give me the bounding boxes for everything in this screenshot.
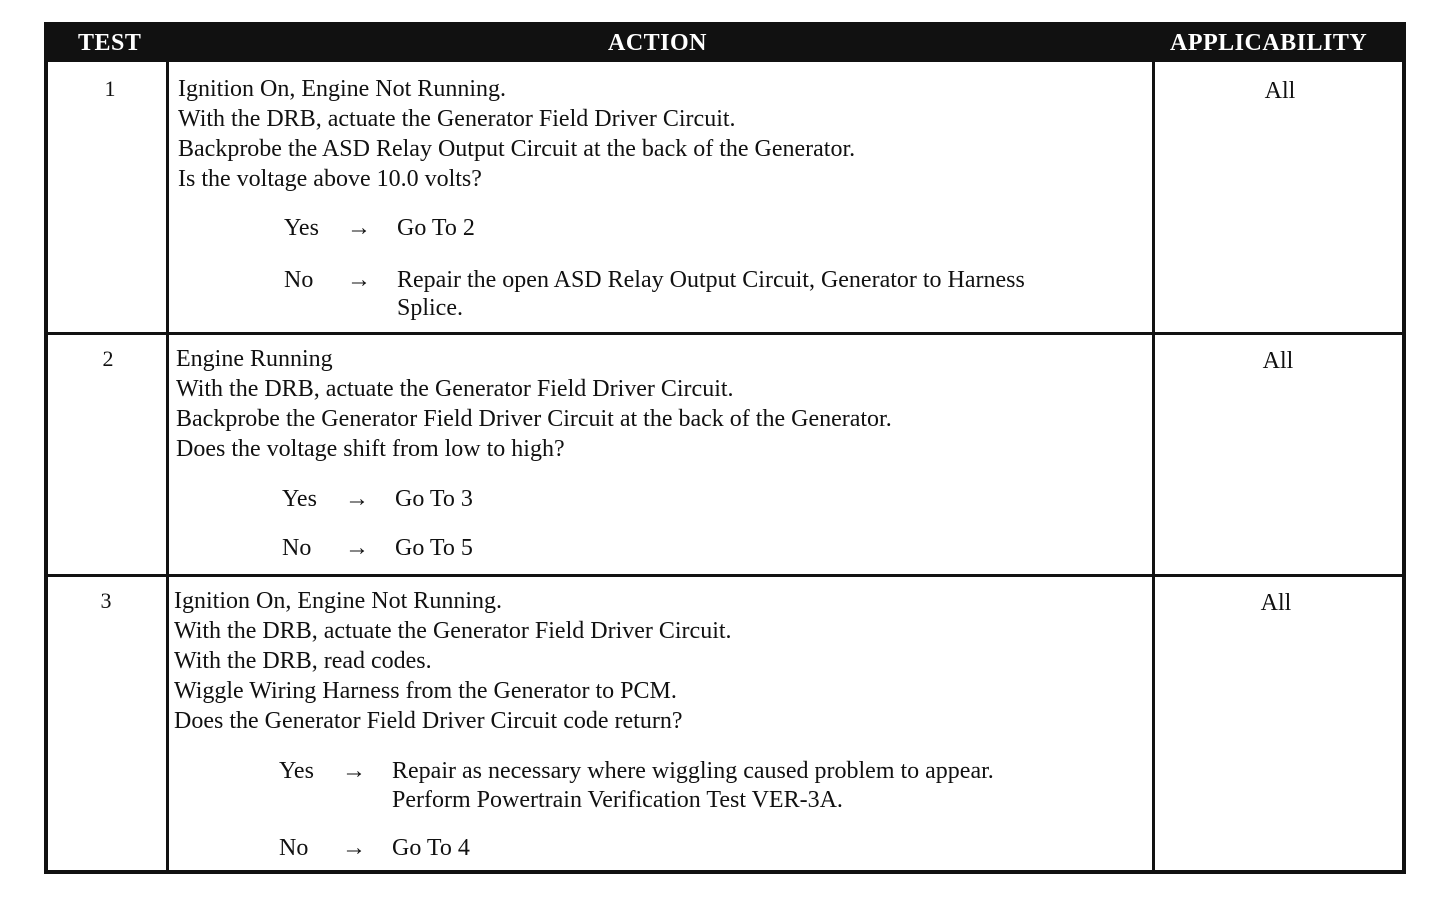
action-step: Does the voltage shift from low to high? <box>176 436 565 462</box>
arrow-icon: → <box>345 535 369 561</box>
yes-label: Yes <box>284 215 319 241</box>
arrow-icon: → <box>342 835 366 861</box>
header-test: TEST <box>78 30 142 56</box>
action-step: With the DRB, actuate the Generator Field Driver Circuit. <box>176 376 734 402</box>
action-step: Does the Generator Field Driver Circuit code return? <box>174 708 683 734</box>
header-action: ACTION <box>608 30 708 56</box>
header-applicability: APPLICABILITY <box>1170 30 1368 56</box>
yes-action: Repair as necessary where wiggling caused problem to appear. <box>392 758 994 784</box>
applicability-value: All <box>1262 348 1294 374</box>
action-step: Backprobe the ASD Relay Output Circuit at the back of the Generator. <box>178 136 856 162</box>
no-label: No <box>282 535 312 561</box>
arrow-icon: → <box>342 758 366 784</box>
no-label: No <box>279 835 309 861</box>
applicability-value: All <box>1264 78 1296 104</box>
arrow-icon: → <box>345 486 369 512</box>
column-divider <box>1152 62 1155 870</box>
yes-label: Yes <box>279 758 314 784</box>
action-step: Ignition On, Engine Not Running. <box>174 588 502 614</box>
action-step: Wiggle Wiring Harness from the Generator to PCM. <box>174 678 677 704</box>
test-number: 1 <box>104 76 116 101</box>
test-number: 3 <box>100 588 112 613</box>
row-divider <box>48 332 1402 335</box>
action-step: With the DRB, actuate the Generator Field Driver Circuit. <box>178 106 736 132</box>
diagnostic-test-table <box>44 22 1406 874</box>
yes-label: Yes <box>282 486 317 512</box>
no-action-continued: Splice. <box>397 295 463 321</box>
yes-action-continued: Perform Powertrain Verification Test VER-3A. <box>392 787 843 813</box>
yes-action: Go To 3 <box>395 486 473 512</box>
applicability-value: All <box>1260 590 1292 616</box>
arrow-icon: → <box>347 267 371 293</box>
column-divider <box>166 62 169 870</box>
action-step: With the DRB, actuate the Generator Field Driver Circuit. <box>174 618 732 644</box>
no-action: Go To 4 <box>392 835 470 861</box>
arrow-icon: → <box>347 215 371 241</box>
action-step: Backprobe the Generator Field Driver Circuit at the back of the Generator. <box>176 406 892 432</box>
no-label: No <box>284 267 314 293</box>
table-header <box>48 26 1402 62</box>
action-step: Ignition On, Engine Not Running. <box>178 76 506 102</box>
action-step: With the DRB, read codes. <box>174 648 432 674</box>
action-steps <box>178 74 855 194</box>
no-action: Go To 5 <box>395 535 473 561</box>
action-steps <box>176 344 892 464</box>
no-action: Repair the open ASD Relay Output Circuit, Generator to Harness <box>397 267 1025 293</box>
row-divider <box>48 574 1402 577</box>
test-number: 2 <box>102 346 114 371</box>
yes-action: Go To 2 <box>397 215 475 241</box>
action-step: Engine Running <box>176 346 333 372</box>
action-steps <box>174 586 732 736</box>
action-step: Is the voltage above 10.0 volts? <box>178 166 482 192</box>
